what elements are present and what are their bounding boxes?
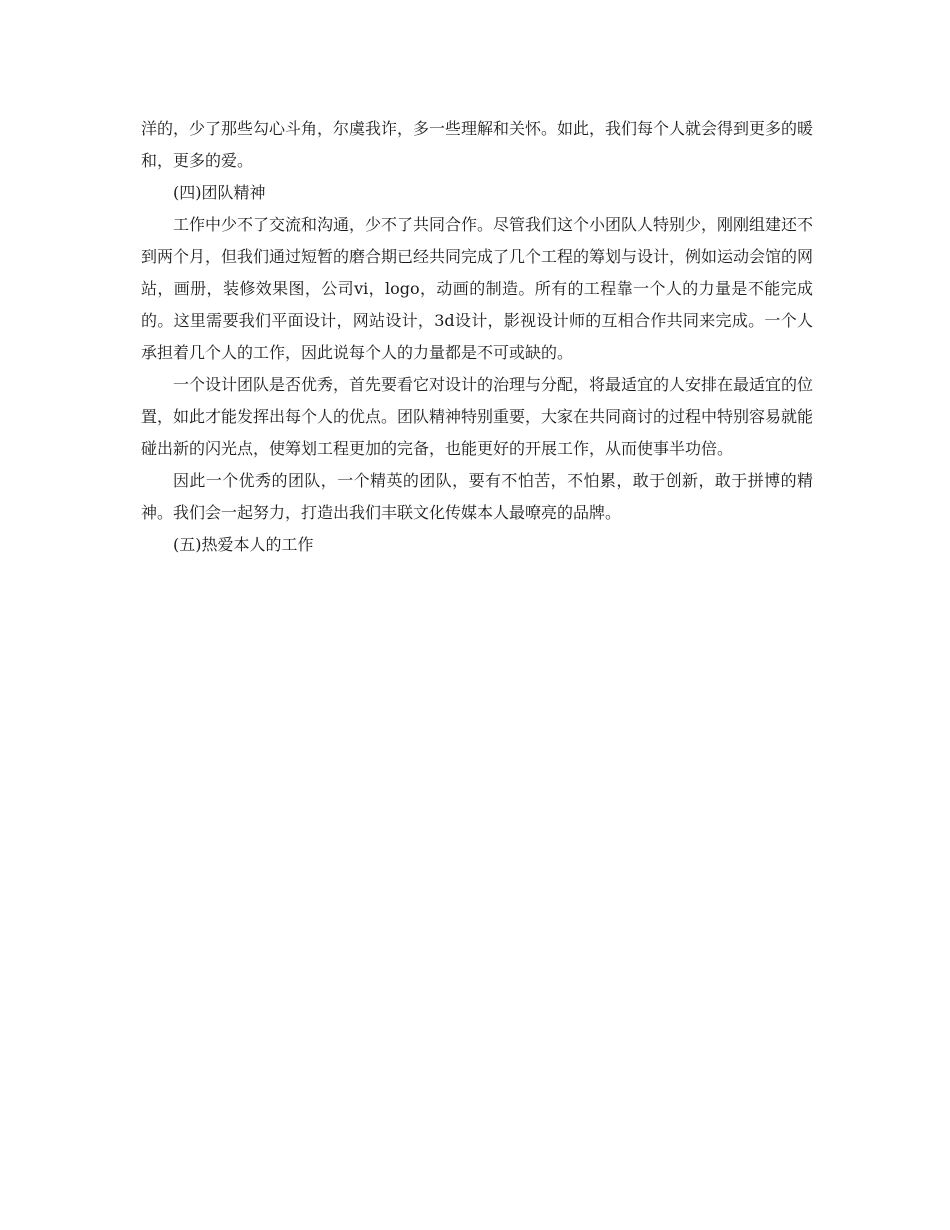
document-body bbox=[141, 113, 813, 561]
paragraph-continuation: 洋的，少了那些勾心斗角，尔虞我诈，多一些理解和关怀。如此，我们每个人就会得到更多的暖和，更多的爱。 bbox=[141, 119, 814, 170]
section-heading-team-spirit: (四)团队精神 bbox=[173, 183, 266, 202]
paragraph-team-management: 一个设计团队是否优秀，首先要看它对设计的治理与分配，将最适宜的人安排在最适宜的位置，如此才能发挥出每个人的优点。团队精神特别重要，大家在共同商讨的过程中特别容易就能碰出新的闪光点，使筹划工程更加的完备，也能更好的开展工作，从而使事半功倍。 bbox=[141, 375, 814, 458]
paragraph-excellent-team: 因此一个优秀的团队，一个精英的团队，要有不怕苦，不怕累，敢于创新，敢于拼博的精神。我们会一起努力，打造出我们丰联文化传媒本人最嘹亮的品牌。 bbox=[141, 471, 813, 522]
paragraph-cooperation: 工作中少不了交流和沟通，少不了共同合作。尽管我们这个小团队人特别少，刚刚组建还不到两个月，但我们通过短暂的磨合期已经共同完成了几个工程的筹划与设计，例如运动会馆的网站，画册，装修效果图，公司vi，logo，动画的制造。所有的工程靠一个人的力量是不能完成的。这里需要我们平面设计，网站设计，3d设计，影视设计师的互相合作共同来完成。一个人承担着几个人的工作，因此说每个人的力量都是不可或缺的。 bbox=[141, 215, 814, 362]
section-heading-love-work: (五)热爱本人的工作 bbox=[173, 535, 314, 554]
